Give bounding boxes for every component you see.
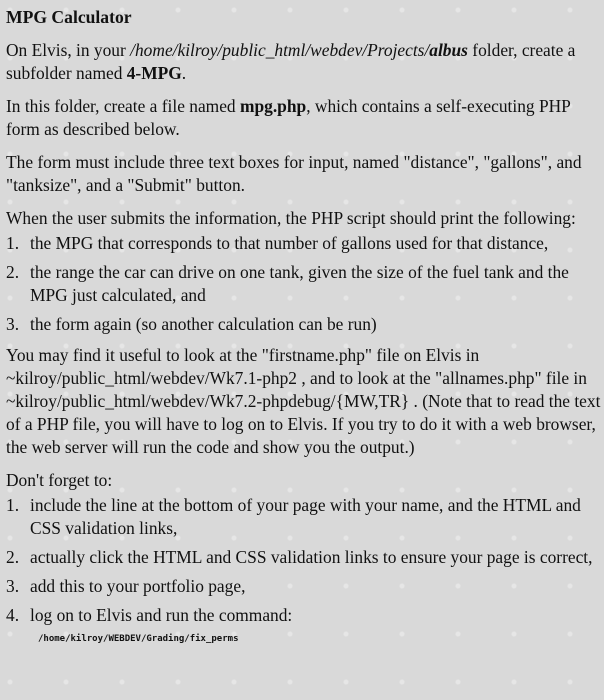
list-item-number: 2. (6, 547, 20, 567)
list-item (6, 604, 602, 627)
list-item (6, 313, 602, 336)
list-item-text: actually click the HTML and CSS validation links to ensure your page is correct, (30, 547, 593, 567)
intro-text-1: On Elvis, in your (6, 40, 131, 60)
dont-forget-heading: Don't forget to: (6, 470, 113, 490)
list-item-number: 3. (6, 576, 20, 596)
file-text-2: , which contains a self-executing PHP form as described below. (6, 96, 571, 139)
list-item-text: include the line at the bottom of your page with your name, and the HTML and CSS validation links, (30, 495, 581, 538)
list-item (6, 575, 602, 598)
intro-text-2: folder, create a subfolder named (6, 40, 576, 83)
list-item-text: the MPG that corresponds to that number of gallons used for that distance, (30, 233, 549, 253)
list-item-number: 1. (6, 233, 20, 253)
reminder-list (6, 494, 602, 627)
command-code: /home/kilroy/WEBDEV/Grading/fix_perms (38, 634, 239, 644)
output-list (6, 232, 602, 336)
hint-paragraph: You may find it useful to look at the "firstname.php" file on Elvis in ~kilroy/public_html/webdev/Wk7.1-php2 , and to look at the "allnames.php" file in ~kilroy/public_html/webdev/Wk7.2-phpdebug/{MW,TR} . (Note that to read the text of a PHP file, you will have to log on to Elvis. If you try to do it with a web browser, the web server will run the code and show you the output.) (6, 345, 601, 457)
form-paragraph: The form must include three text boxes for input, named "distance", "gallons", and "tanksize", and a "Submit" button. (6, 152, 582, 195)
submit-paragraph: When the user submits the information, the PHP script should print the following: (6, 208, 576, 228)
list-item (6, 232, 602, 255)
list-item-text: the range the car can drive on one tank, given the size of the fuel tank and the MPG just calculated, and (30, 262, 569, 305)
list-item-text: add this to your portfolio page, (30, 576, 246, 596)
file-paragraph (6, 95, 602, 141)
page-title: MPG Calculator (6, 7, 132, 27)
intro-text-3: . (181, 63, 187, 83)
intro-paragraph (6, 39, 602, 85)
list-item (6, 546, 602, 569)
list-item (6, 261, 602, 307)
file-text-1: In this folder, create a file named (6, 96, 240, 116)
intro-folder-name: 4-MPG (126, 63, 182, 83)
list-item-number: 2. (6, 262, 20, 282)
file-name: mpg.php (239, 96, 307, 116)
list-item-number: 4. (6, 605, 20, 625)
intro-path: /home/kilroy/public_html/webdev/Projects/ (130, 40, 430, 60)
list-item-text: log on to Elvis and run the command: (30, 605, 293, 625)
list-item-number: 1. (6, 495, 20, 515)
list-item (6, 494, 602, 540)
list-item-text: the form again (so another calculation can be run) (30, 314, 377, 334)
intro-path-bold: albus (429, 40, 468, 60)
list-item-number: 3. (6, 314, 20, 334)
